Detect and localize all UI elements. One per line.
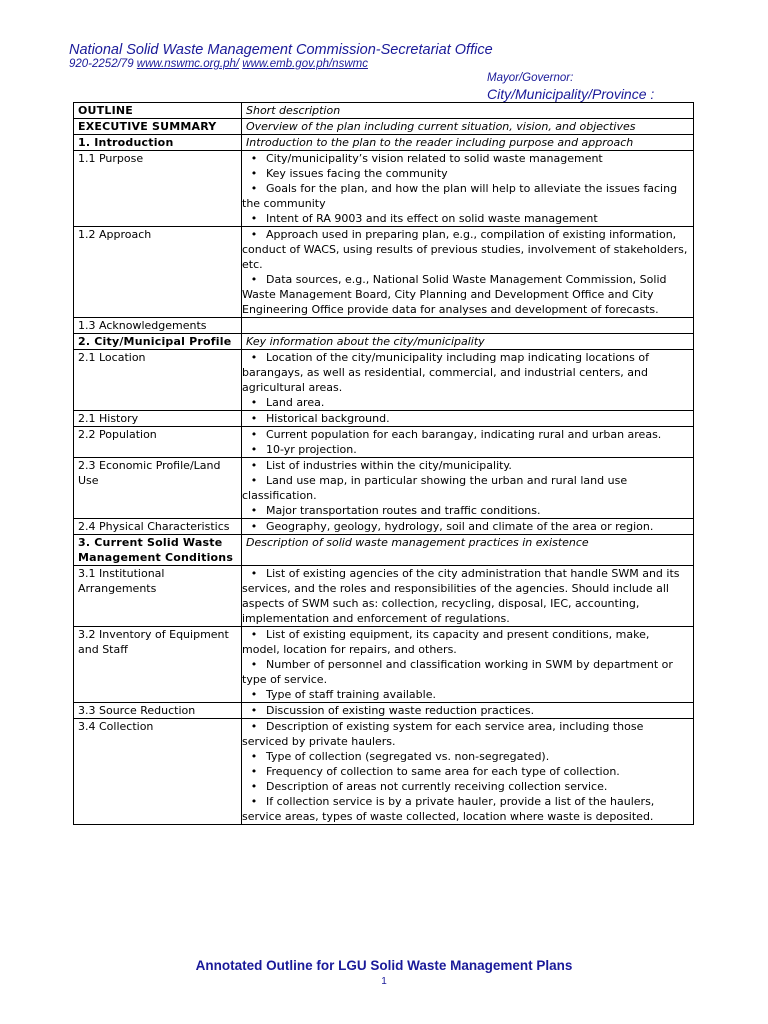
bullet-item: • Frequency of collection to same area for each type of collection. <box>242 764 690 779</box>
row-bullets <box>242 427 694 458</box>
bullet-item: • Discussion of existing waste reduction practices. <box>242 703 690 718</box>
bullet-item: • List of existing equipment, its capacity and present conditions, make, model, location for repairs, and others. <box>242 627 690 657</box>
table-row <box>74 119 694 135</box>
row-description: Short description <box>242 103 694 119</box>
row-label: 1. Introduction <box>74 135 242 151</box>
row-description: Key information about the city/municipality <box>242 334 694 350</box>
table-row <box>74 318 694 334</box>
table-row <box>74 151 694 227</box>
row-label: 3.4 Collection <box>74 719 242 825</box>
table-row <box>74 703 694 719</box>
bullet-item: • Type of staff training available. <box>242 687 690 702</box>
row-label: EXECUTIVE SUMMARY <box>74 119 242 135</box>
row-label: 1.3 Acknowledgements <box>74 318 242 334</box>
row-bullets <box>242 151 694 227</box>
row-label: 1.1 Purpose <box>74 151 242 227</box>
table-row <box>74 719 694 825</box>
table-row <box>74 334 694 350</box>
table-row <box>74 103 694 119</box>
table-row <box>74 227 694 318</box>
bullet-item: • List of existing agencies of the city administration that handle SWM and its services, and the roles and responsibilities of the agencies. Should include all aspects of SWM such as: collection, recycling, disposal, IEC, accounting, implementation and enforcement of regulations. <box>242 566 690 626</box>
bullet-item: • Goals for the plan, and how the plan will help to alleviate the issues facing the community <box>242 181 690 211</box>
table-row <box>74 350 694 411</box>
row-bullets <box>242 719 694 825</box>
row-label: 2.1 History <box>74 411 242 427</box>
bullet-item: • Major transportation routes and traffic conditions. <box>242 503 690 518</box>
bullet-item: • 10-yr projection. <box>242 442 690 457</box>
table-row <box>74 458 694 519</box>
bullet-item: • List of industries within the city/municipality. <box>242 458 690 473</box>
table-row <box>74 519 694 535</box>
mayor-governor-label: Mayor/Governor: <box>487 72 574 84</box>
row-bullets <box>242 627 694 703</box>
table-row <box>74 566 694 627</box>
bullet-item: • Approach used in preparing plan, e.g., compilation of existing information, conduct of WACS, using results of previous studies, involvement of stakeholders, etc. <box>242 227 690 272</box>
bullet-item: • Geography, geology, hydrology, soil and climate of the area or region. <box>242 519 690 534</box>
row-label: 2.1 Location <box>74 350 242 411</box>
emb-link[interactable]: www.emb.gov.ph/nswmc <box>242 58 368 70</box>
row-description: Overview of the plan including current situation, vision, and objectives <box>242 119 694 135</box>
bullet-item: • Description of existing system for each service area, including those serviced by private haulers. <box>242 719 690 749</box>
bullet-item: • Historical background. <box>242 411 690 426</box>
row-bullets <box>242 350 694 411</box>
row-bullets <box>242 411 694 427</box>
bullet-item: • Intent of RA 9003 and its effect on solid waste management <box>242 211 690 226</box>
bullet-item: • Land area. <box>242 395 690 410</box>
row-label: 3.2 Inventory of Equipment and Staff <box>74 627 242 703</box>
row-label: 3.1 Institutional Arrangements <box>74 566 242 627</box>
table-row <box>74 411 694 427</box>
city-municipality-label: City/Municipality/Province : <box>487 86 655 102</box>
nswmc-link[interactable]: www.nswmc.org.ph/ <box>136 58 240 70</box>
row-description <box>242 318 694 334</box>
page-number: 1 <box>381 976 387 987</box>
table-row <box>74 427 694 458</box>
bullet-item: • Land use map, in particular showing the urban and rural land use classification. <box>242 473 690 503</box>
row-label: OUTLINE <box>74 103 242 119</box>
row-label: 3. Current Solid Waste Management Conditions <box>74 535 242 566</box>
row-label: 2.2 Population <box>74 427 242 458</box>
table-row <box>74 627 694 703</box>
bullet-item: • Key issues facing the community <box>242 166 690 181</box>
bullet-item: • If collection service is by a private hauler, provide a list of the haulers, service areas, types of waste collected, location where waste is deposited. <box>242 794 690 824</box>
row-label: 1.2 Approach <box>74 227 242 318</box>
bullet-item: • Description of areas not currently receiving collection service. <box>242 779 690 794</box>
table-row <box>74 135 694 151</box>
row-bullets <box>242 458 694 519</box>
row-bullets <box>242 519 694 535</box>
bullet-item: • Location of the city/municipality including map indicating locations of barangays, as well as residential, commercial, and industrial centers, and agricultural areas. <box>242 350 690 395</box>
row-label: 3.3 Source Reduction <box>74 703 242 719</box>
row-label: 2. City/Municipal Profile <box>74 334 242 350</box>
bullet-item: • Number of personnel and classification working in SWM by department or type of service. <box>242 657 690 687</box>
row-bullets <box>242 566 694 627</box>
bullet-item: • Data sources, e.g., National Solid Waste Management Commission, Solid Waste Management Board, City Planning and Development Office and City Engineering Office provide data for analyses and development of forecasts. <box>242 272 690 317</box>
footer-title: Annotated Outline for LGU Solid Waste Management Plans <box>195 958 573 973</box>
bullet-item: • City/municipality’s vision related to solid waste management <box>242 151 690 166</box>
row-bullets <box>242 703 694 719</box>
outline-table <box>73 102 694 825</box>
bullet-item: • Current population for each barangay, indicating rural and urban areas. <box>242 427 690 442</box>
row-label: 2.4 Physical Characteristics <box>74 519 242 535</box>
phone-number: 920-2252/79 <box>69 58 134 70</box>
row-description: Description of solid waste management practices in existence <box>242 535 694 566</box>
row-bullets <box>242 227 694 318</box>
bullet-item: • Type of collection (segregated vs. non-segregated). <box>242 749 690 764</box>
org-title: National Solid Waste Management Commission-Secretariat Office <box>69 42 493 58</box>
row-label: 2.3 Economic Profile/Land Use <box>74 458 242 519</box>
table-row <box>74 535 694 566</box>
contact-line <box>69 58 368 70</box>
row-description: Introduction to the plan to the reader including purpose and approach <box>242 135 694 151</box>
